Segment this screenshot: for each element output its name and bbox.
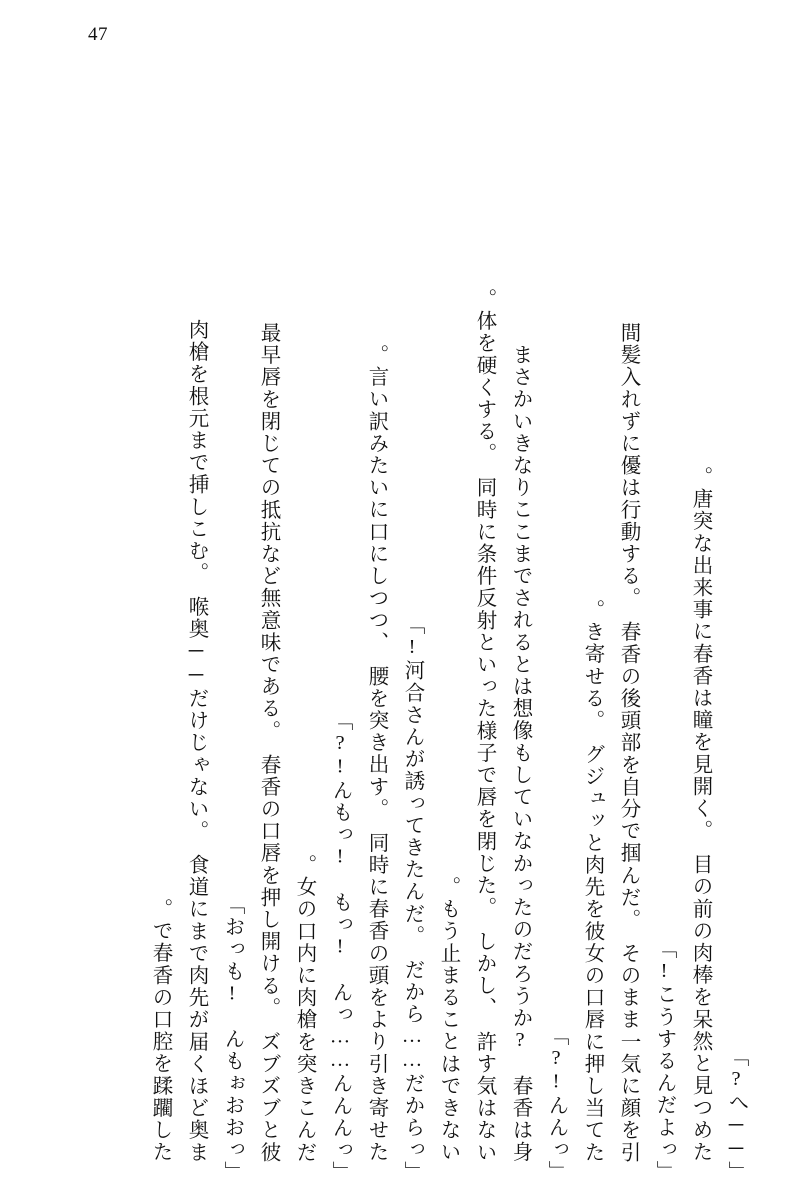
text-column: 肉槍を根元まで挿しこむ。 喉奥──だけじゃない。 食道にまで肉先が届くほど奥ま <box>185 318 207 1163</box>
page-number: 47 <box>88 24 108 45</box>
text-column: で春香の口腔を蹂躙した。 <box>149 897 171 1163</box>
text-column: 「んんっ!?」 <box>545 1025 567 1183</box>
text-column: 間髪入れずに優は行動する。 春香の後頭部を自分で掴んだ。 そのまま一気に顔を引 <box>617 321 639 1163</box>
text-column: き寄せる。 グジュッと肉先を彼女の口唇に押し当てた。 <box>581 598 603 1163</box>
text-column: 「んもっ! もっ! んっ……んんんっ!?」 <box>329 709 351 1183</box>
text-column: 「河合さんが誘ってきたんだ。 だから……だからっ!」 <box>401 614 423 1183</box>
text-column: 「──へ?」 <box>725 1045 747 1183</box>
text-column: 唐突な出来事に春香は瞳を見開く。 目の前の肉棒を呆然と見つめた。 <box>689 466 711 1163</box>
text-column: 女の口内に肉槍を突きこんだ。 <box>293 853 315 1163</box>
text-column: もう止まることはできない。 <box>437 875 459 1163</box>
text-column: まさかいきなりここまでされるとは想像もしていなかったのだろうか? 春香は身 <box>509 343 531 1163</box>
text-column: 最早唇を閉じての抵抗など無意味である。 春香の口唇を押し開ける。 ズブズブと彼 <box>257 321 279 1163</box>
text-column: 体を硬くする。 同時に条件反射といった様子で唇を閉じた。 しかし、 許す気はない。 <box>473 287 495 1163</box>
text-column: 言い訳みたいに口にしつつ、 腰を突き出す。 同時に春香の頭をより引き寄せた。 <box>365 343 387 1163</box>
vertical-text-block <box>56 78 747 1183</box>
text-column: 「こうするんだよっ!」 <box>653 938 675 1183</box>
text-column: 「おっも! んもぉおおっ」 <box>221 894 243 1183</box>
